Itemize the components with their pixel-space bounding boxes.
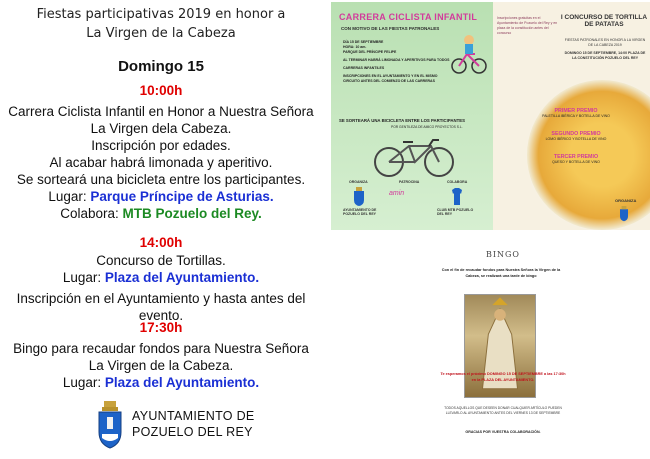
info-line: INSCRIPCIONES EN EL AYUNTAMIENTO Y EN EL MISMO CIRCUITO ANTES DEL COMIENZO DE LAS CARRERAS [343,74,438,83]
info-line: HORA: 10 am. [343,45,367,49]
event-place [0,269,322,286]
tortilla-sub: FIESTAS PATRONALES EN HONOR A LA VIRGEN DE LA CABEZA 2019 [564,38,646,47]
place-label: Lugar: [62,375,105,390]
event-time: 17:30h [139,320,183,335]
header-line-2: La Virgen de la Cabeza [86,26,236,41]
coat-of-arms-icon [619,206,629,222]
coat-of-arms-icon [353,187,365,207]
raffle-sponsor: POR GENTILEZA DE AMICO PROYECTOS S.L. [391,125,463,129]
header-line-1: Fiestas participativas 2019 en honor a [36,7,286,22]
raffle-text: SE SORTEARÁ UNA BICICLETA ENTRE LOS PARTICIPANTES [339,118,465,123]
carrera-subtitle: CON MOTIVO DE LAS FIESTAS PATRONALES [341,26,440,31]
day-title: Domingo 15 [118,58,204,75]
bingo-note: TODOS AQUELLOS QUE DESEEN DONAR CUALQUIER ARTÍCULO PUEDEN LLEVARLO AL AYUNTAMIENTO ANTES DEL VIERNES 13 DE SEPTIEMBRE [444,406,562,415]
place-value: Plaza del Ayuntamiento. [104,375,260,390]
carrera-title: CARRERA CICLISTA INFANTIL [339,12,478,22]
prize-2 [541,131,611,142]
prize-1 [541,108,611,119]
org-name: AYUNTAMIENTO DE POZUELO DEL REY [343,208,377,216]
bingo-title: BINGO [486,250,520,259]
event-line: La Virgen dela Cabeza. [90,121,232,136]
event-line: Al acabar habrá limonada y aperitivo. [49,155,273,170]
kids-cycling-icon [449,32,495,76]
event-line: Se sorteará una bicicleta entre los participantes. [16,172,306,187]
sponsor-logos [343,180,483,220]
ayuntamiento-line-1: AYUNTAMIENTO DE [132,409,255,423]
tortilla-org-label: ORGANIZA [615,198,637,203]
event-block [0,82,322,222]
event-block [0,234,322,324]
tortilla-date: DOMINGO 15 DE SEPTIEMBRE, 14:00 PLAZA DE LA CONSTITUCIÓN POZUELO DEL REY [564,51,646,60]
info-line: CARRERAS INFANTILES [343,66,385,70]
patron-label: PATROCINA [399,180,420,184]
prize-desc: PALETILLA IBÉRICA Y BOTELLA DE VINO [542,114,610,118]
coat-of-arms-icon [96,400,124,450]
tortilla-inscription: Inscripciones gratuitas en el Ayuntamiento de Pozuelo del Rey y en plaza de la constitución antes del concurso [497,16,558,35]
collab-name: CLUB MTB POZUELO DEL REY [437,208,474,216]
event-line: Carrera Ciclista Infantil en Honor a Nuestra Señora [8,104,314,119]
tortilla-subtitle [563,38,647,61]
event-line: Bingo para recaudar fondos para Nuestra Señora [13,341,309,356]
info-line: PARQUE DEL PRÍNCIPE FELIPE [343,50,397,54]
collab-label: COLABORA [447,180,468,184]
collab-value: MTB Pozuelo del Rey. [122,206,262,221]
club-shirt-icon [451,187,463,207]
event-time: 10:00h [139,83,183,98]
event-place [0,188,322,205]
place-value: Parque Príncipe de Asturias. [90,189,274,204]
event-line: evento. [138,308,184,323]
prize-title: SEGUNDO PREMIO [551,131,601,137]
place-value: Plaza del Ayuntamiento. [104,270,260,285]
carrera-info [343,40,453,84]
prize-3 [541,154,611,165]
event-program [0,0,322,459]
carrera-tortilla-poster [331,2,650,230]
bingo-thanks: GRACIAS POR VUESTRA COLABORACIÓN. [465,430,541,434]
bingo-invite: Te esperamos el próximo DOMINGO 15 DE SEPTIEMBRE a las 17:30h en la PLAZA DEL AYUNTAMIENTO. [440,372,566,382]
bicycle-icon [373,138,457,178]
info-line: AL TERMINAR HABRÁ LIMONADA Y APERITIVOS PARA TODOS [343,58,450,62]
info-line: DÍA 15 DE SEPTIEMBRE [343,40,384,44]
ayuntamiento-logo [96,400,316,450]
amin-logo: amin [389,190,405,197]
event-line: Inscripción en el Ayuntamiento y hasta antes del [16,291,306,306]
prize-title: TERCER PREMIO [553,154,599,160]
event-place [0,374,322,391]
event-line: Inscripción por edades. [91,138,231,153]
place-label: Lugar: [62,270,105,285]
event-line: Concurso de Tortillas. [96,253,226,268]
event-line: La Virgen de la Cabeza. [88,358,234,373]
tortilla-title: I CONCURSO DE TORTILLA DE PATATAS [560,14,648,28]
prize-desc: LOMO IBÉRICO Y BOTELLA DE VINO [545,137,607,141]
place-label: Lugar: [48,189,91,204]
collab-label: Colabora: [60,206,123,221]
event-collab [0,205,322,222]
event-block [0,319,322,391]
org-label: ORGANIZA [349,180,368,184]
bingo-intro: Con el fin de recaudar fondos para Nuestra Señora la Virgen de la Cabeza, se realizará una tarde de bingo [441,268,561,278]
prize-desc: QUESO Y BOTELLA DE VINO [552,160,600,164]
ayuntamiento-line-2: POZUELO DEL REY [132,425,253,439]
event-time: 14:00h [139,235,183,250]
ayuntamiento-name [132,408,255,440]
prize-title: PRIMER PREMIO [554,108,598,114]
bingo-poster [406,238,600,450]
